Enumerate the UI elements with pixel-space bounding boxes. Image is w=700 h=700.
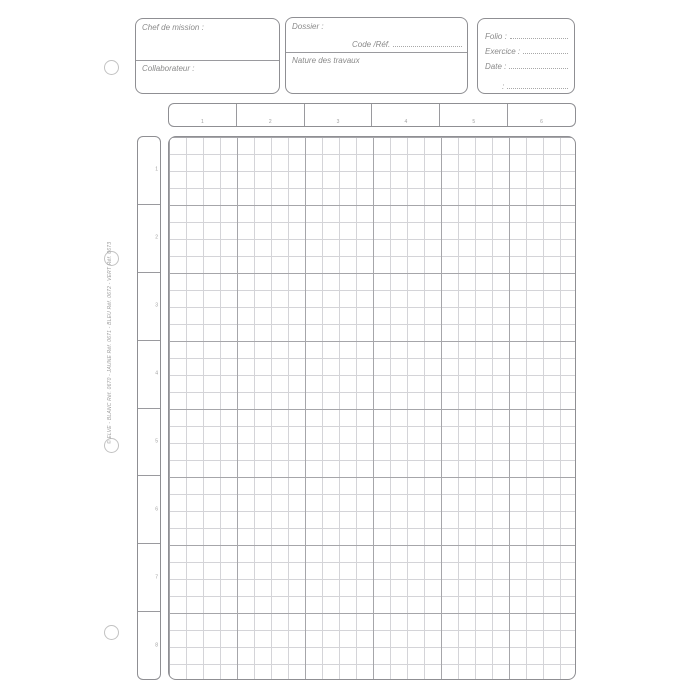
dossier-box — [285, 17, 468, 94]
row-number: 2 — [155, 234, 158, 241]
row-number: 3 — [155, 302, 158, 309]
row-number: 6 — [155, 506, 158, 513]
hole-punch — [104, 625, 119, 640]
exercice-label: Exercice : — [485, 47, 521, 56]
column-number: 5 — [472, 119, 476, 125]
extra-dotted-line — [507, 88, 568, 89]
folio-row — [485, 32, 568, 41]
code-ref-row — [352, 40, 462, 49]
mission-box-divider — [136, 60, 279, 61]
mission-box — [135, 18, 280, 94]
column-number: 6 — [540, 119, 543, 125]
exercice-dotted-line — [523, 53, 568, 54]
hole-punch — [104, 60, 119, 75]
edge-print-reference-text: © ELVE - BLANC Réf. 0670 - JAUNE Réf. 0671 - BLEU Réf. 0672 - VERT Réf. 0673 — [107, 241, 113, 444]
dossier-box-divider — [286, 52, 467, 53]
code-ref-label: Code /Réf. — [352, 40, 391, 49]
date-row — [485, 62, 568, 71]
top-column-ruler — [168, 103, 576, 127]
chef-de-mission-label: Chef de mission : — [142, 23, 204, 32]
column-number: 4 — [404, 119, 408, 125]
column-number: 1 — [201, 119, 204, 125]
folio-info-box — [477, 18, 575, 94]
row-number: 8 — [155, 642, 158, 649]
row-number: 5 — [155, 438, 158, 445]
column-number: 3 — [336, 119, 340, 125]
left-row-ruler — [137, 136, 161, 680]
date-dotted-line — [509, 68, 568, 69]
top-ruler-cell — [440, 104, 508, 126]
top-ruler-cell — [237, 104, 305, 126]
collaborateur-label: Collaborateur : — [142, 64, 195, 73]
exercice-row — [485, 47, 568, 56]
left-ruler-cell — [138, 341, 160, 409]
extra-row — [502, 82, 568, 91]
left-ruler-cell — [138, 137, 160, 205]
column-number: 2 — [268, 119, 272, 125]
left-ruler-cell — [138, 409, 160, 477]
date-label: Date : — [485, 62, 507, 71]
nature-des-travaux-label: Nature des travaux — [292, 56, 360, 65]
left-ruler-cell — [138, 612, 160, 679]
top-ruler-cell — [508, 104, 575, 126]
row-number: 1 — [155, 166, 158, 173]
row-number: 7 — [155, 574, 158, 581]
code-ref-dotted-line — [393, 46, 462, 47]
top-ruler-cell — [305, 104, 373, 126]
left-ruler-cell — [138, 205, 160, 273]
top-ruler-cell — [169, 104, 237, 126]
left-ruler-cell — [138, 476, 160, 544]
folio-dotted-line — [510, 38, 568, 39]
top-ruler-cell — [372, 104, 440, 126]
quadrille-grid-paper — [168, 136, 576, 680]
extra-label: : — [502, 82, 505, 91]
left-ruler-cell — [138, 273, 160, 341]
dossier-label: Dossier : — [292, 22, 324, 31]
folio-label: Folio : — [485, 32, 507, 41]
row-number: 4 — [155, 370, 158, 377]
left-ruler-cell — [138, 544, 160, 612]
